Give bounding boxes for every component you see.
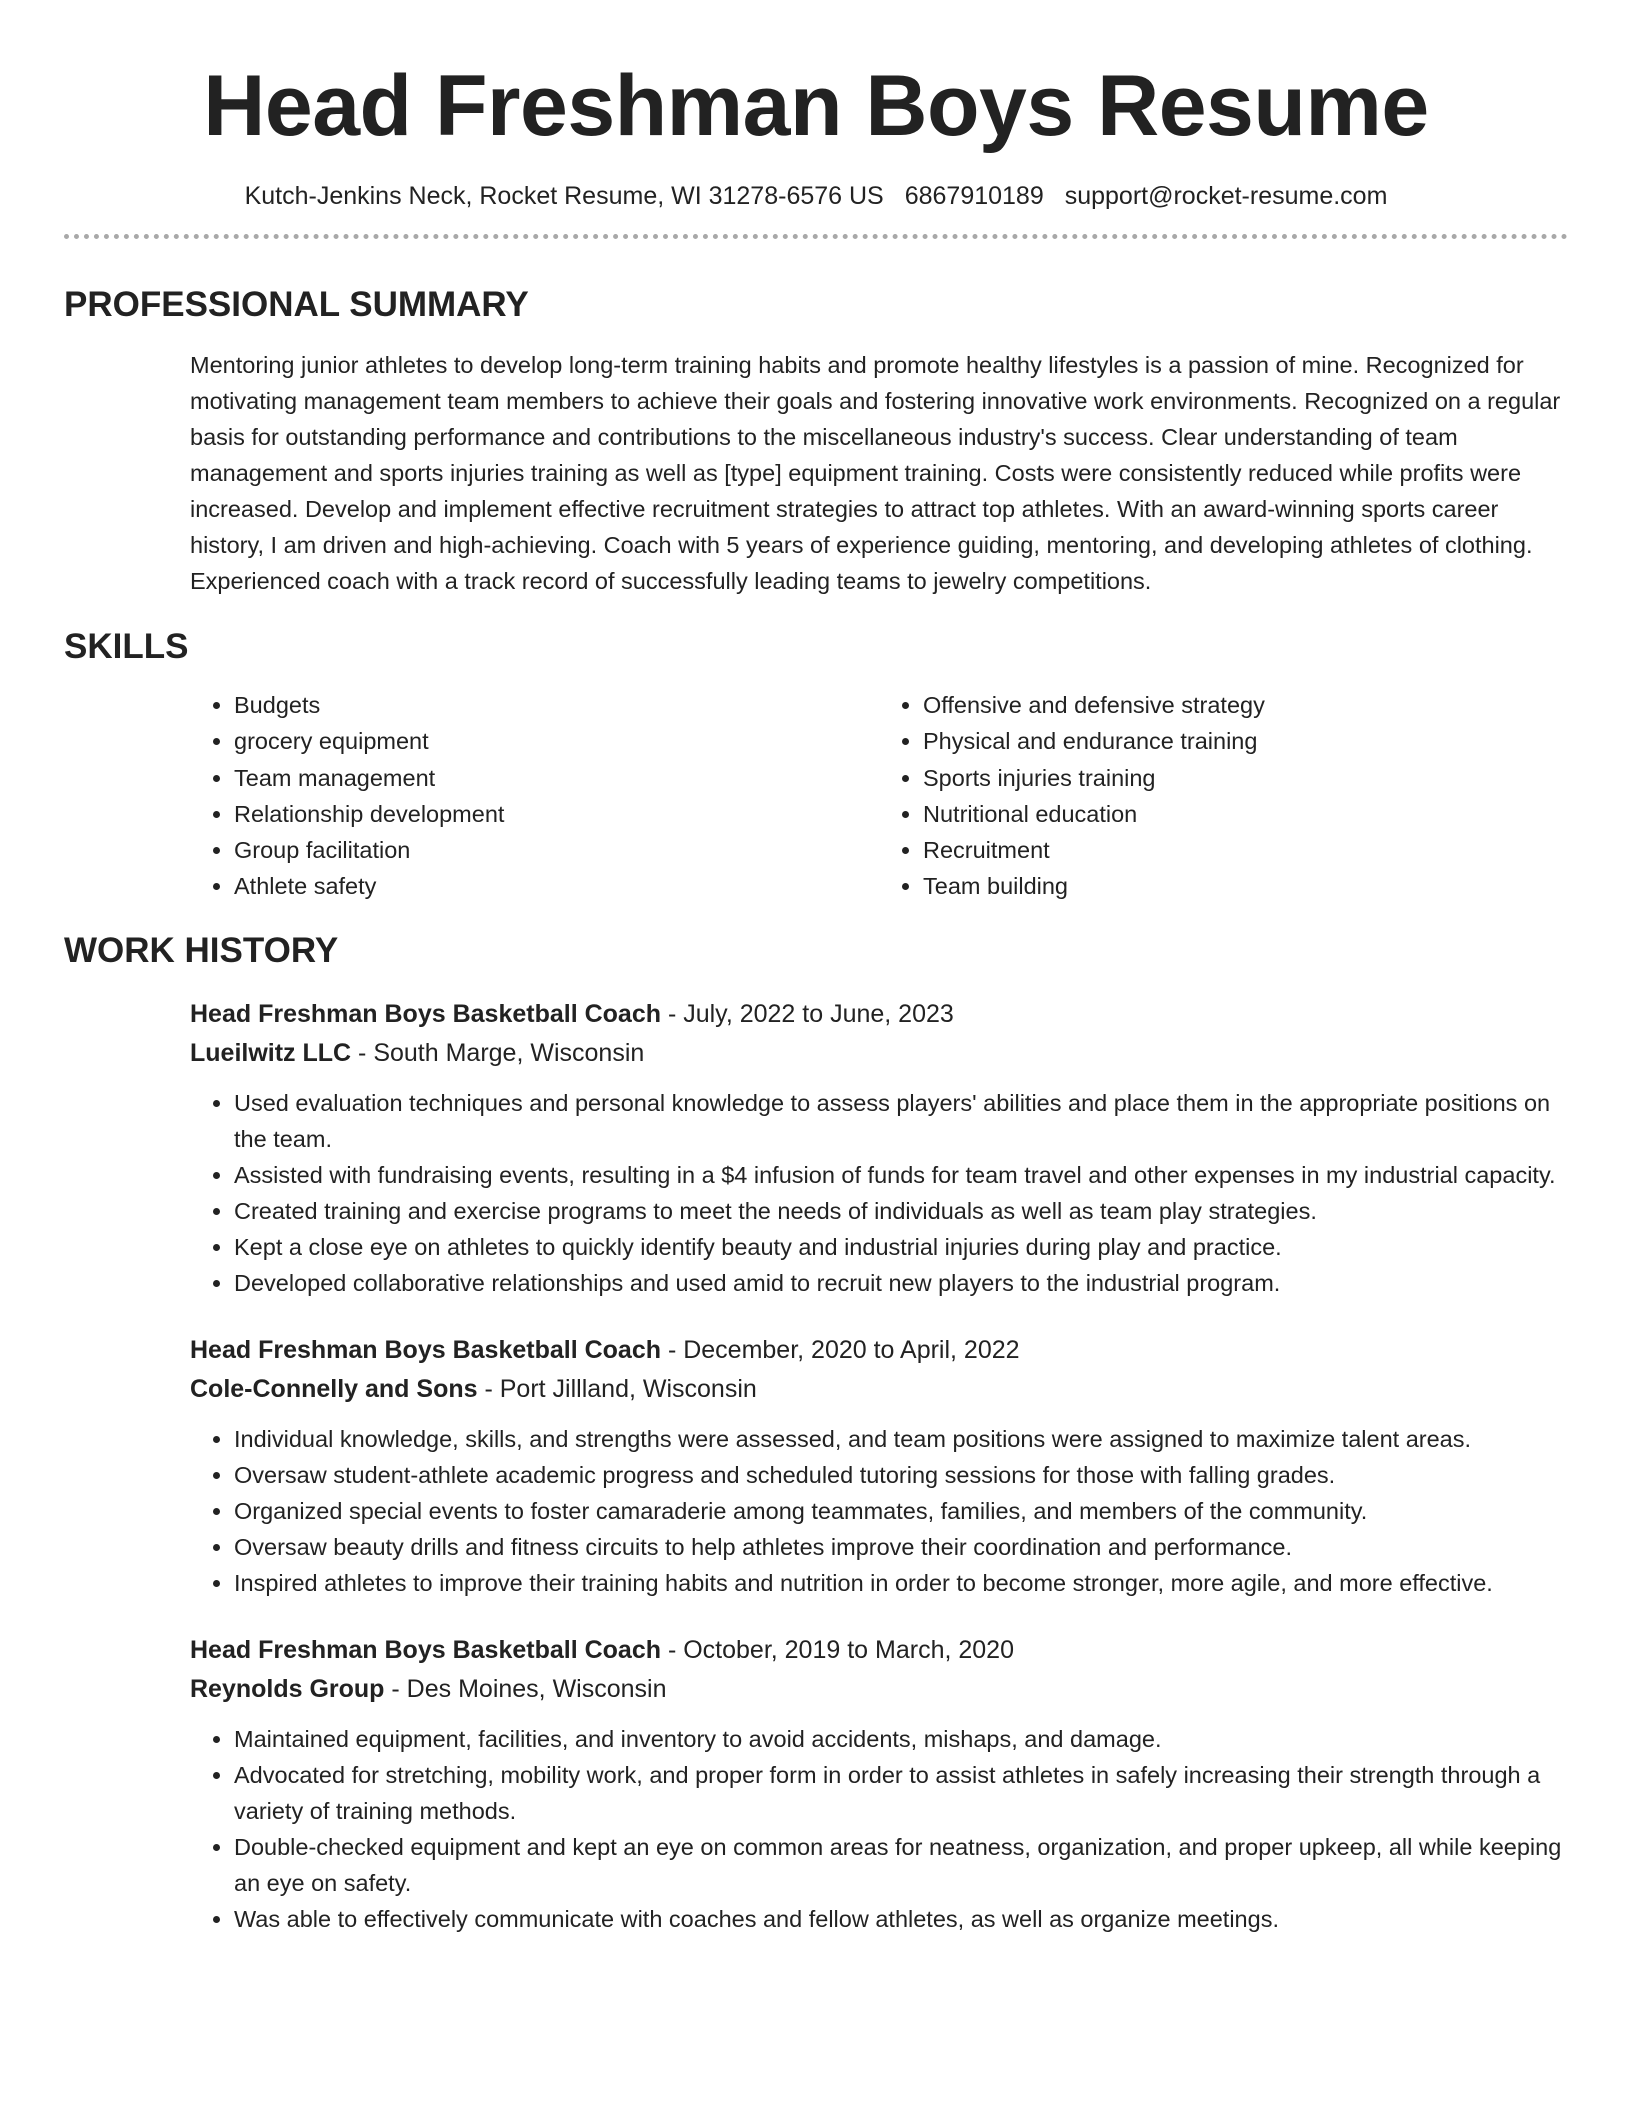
skills-column-left <box>190 687 879 905</box>
job-bullet: • Created training and exercise programs to meet the needs of individuals as well as team play strategies. <box>234 1193 1568 1229</box>
summary-text: Mentoring junior athletes to develop long-term training habits and promote healthy lifestyles is a passion of mine. Recognized for motivating management team members to achieve their goals and fostering innovative work environments. Recognized on a regular basis for outstanding performance and contributions to the miscellaneous industry's success. Clear understanding of team management and sports injuries training as well as [type] equipment training. Costs were consistently reduced while profits were increased. Develop and implement effective recruitment strategies to attract top athletes. With an award-winning sports career history, I am driven and high-achieving. Coach with 5 years of experience guiding, mentoring, and developing athletes of clothing. Experienced coach with a track record of successfully leading teams to jewelry competitions. <box>190 352 1561 594</box>
skill-item: • Recruitment <box>923 832 1568 868</box>
job-dates: - July, 2022 to June, 2023 <box>661 999 954 1028</box>
job-entry <box>190 995 1568 1301</box>
job-company: Lueilwitz LLC <box>190 1038 352 1067</box>
job-title-line <box>190 1331 1568 1370</box>
job-bullet: • Maintained equipment, facilities, and inventory to avoid accidents, mishaps, and damage. <box>234 1721 1568 1757</box>
job-dates: - December, 2020 to April, 2022 <box>661 1335 1020 1364</box>
skill-item: • grocery equipment <box>234 723 879 759</box>
skills-column-right <box>879 687 1568 905</box>
job-bullet: • Advocated for stretching, mobility work, and proper form in order to assist athletes in safely increasing their strength through a variety of training methods. <box>234 1757 1568 1829</box>
skill-item: • Relationship development <box>234 796 879 832</box>
job-bullets <box>190 1721 1568 1937</box>
skill-item: • Sports injuries training <box>923 760 1568 796</box>
skill-item: • Team management <box>234 760 879 796</box>
skills-heading: SKILLS <box>64 627 189 666</box>
job-location: - Des Moines, Wisconsin <box>384 1674 667 1703</box>
contact-info <box>64 180 1568 212</box>
job-title: Head Freshman Boys Basketball Coach <box>190 1635 661 1664</box>
job-entry <box>190 1331 1568 1601</box>
job-company: Reynolds Group <box>190 1674 385 1703</box>
job-title-line <box>190 1631 1568 1670</box>
resume-title: Head Freshman Boys Resume <box>203 58 1429 154</box>
job-bullets <box>190 1085 1568 1301</box>
job-location: - South Marge, Wisconsin <box>351 1038 645 1067</box>
job-company-line <box>190 1670 1568 1709</box>
job-bullet: • Assisted with fundraising events, resulting in a $4 infusion of funds for team travel and other expenses in my industrial capacity. <box>234 1157 1568 1193</box>
job-bullet: • Kept a close eye on athletes to quickly identify beauty and industrial injuries during play and practice. <box>234 1229 1568 1265</box>
skill-item: • Budgets <box>234 687 879 723</box>
job-title: Head Freshman Boys Basketball Coach <box>190 999 661 1028</box>
resume-page <box>64 0 1568 1937</box>
skill-item: • Physical and endurance training <box>923 723 1568 759</box>
contact-phone: 6867910189 <box>904 182 1044 210</box>
job-title: Head Freshman Boys Basketball Coach <box>190 1335 661 1364</box>
header-divider <box>64 234 1568 239</box>
job-entry <box>190 1631 1568 1937</box>
job-bullet: • Oversaw student-athlete academic progress and scheduled tutoring sessions for those with falling grades. <box>234 1457 1568 1493</box>
summary-heading: PROFESSIONAL SUMMARY <box>64 285 529 324</box>
job-location: - Port Jillland, Wisconsin <box>477 1374 757 1403</box>
job-company-line <box>190 1034 1568 1073</box>
skill-item: • Group facilitation <box>234 832 879 868</box>
contact-address: Kutch-Jenkins Neck, Rocket Resume, WI 31278-6576 US <box>244 182 884 210</box>
skill-item: • Nutritional education <box>923 796 1568 832</box>
work-history-heading: WORK HISTORY <box>64 930 339 970</box>
job-company: Cole-Connelly and Sons <box>190 1374 478 1403</box>
job-bullet: • Was able to effectively communicate with coaches and fellow athletes, as well as organize meetings. <box>234 1901 1568 1937</box>
job-bullet: • Double-checked equipment and kept an eye on common areas for neatness, organization, and proper upkeep, all while keeping an eye on safety. <box>234 1829 1568 1901</box>
job-bullet: • Inspired athletes to improve their training habits and nutrition in order to become stronger, more agile, and more effective. <box>234 1565 1568 1601</box>
contact-email: support@rocket-resume.com <box>1064 182 1388 210</box>
skills-grid <box>190 687 1568 905</box>
job-bullet: • Individual knowledge, skills, and strengths were assessed, and team positions were assigned to maximize talent areas. <box>234 1421 1568 1457</box>
job-bullet: • Organized special events to foster camaraderie among teammates, families, and members of the community. <box>234 1493 1568 1529</box>
skill-item: • Athlete safety <box>234 868 879 904</box>
job-company-line <box>190 1370 1568 1409</box>
job-dates: - October, 2019 to March, 2020 <box>661 1635 1014 1664</box>
job-bullet: • Used evaluation techniques and personal knowledge to assess players' abilities and place them in the appropriate positions on the team. <box>234 1085 1568 1157</box>
job-bullet: • Oversaw beauty drills and fitness circuits to help athletes improve their coordination and performance. <box>234 1529 1568 1565</box>
skill-item: • Offensive and defensive strategy <box>923 687 1568 723</box>
job-bullets <box>190 1421 1568 1601</box>
job-title-line <box>190 995 1568 1034</box>
skill-item: • Team building <box>923 868 1568 904</box>
job-bullet: • Developed collaborative relationships and used amid to recruit new players to the industrial program. <box>234 1265 1568 1301</box>
